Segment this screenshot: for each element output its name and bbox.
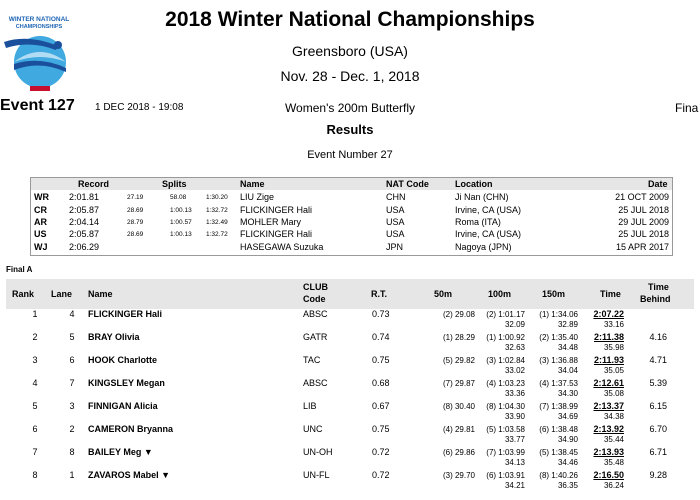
results-header — [6, 279, 694, 309]
record-nat-code: USA — [386, 229, 405, 239]
result-split-100m: (7) 1:03.99 — [486, 448, 525, 457]
event-dates: Nov. 28 - Dec. 1, 2018 — [280, 68, 420, 84]
record-split-1: 27.19 — [127, 194, 144, 201]
result-rank: 8 — [32, 470, 38, 480]
record-date: 25 JUL 2018 — [618, 229, 669, 239]
result-reaction-time: 0.73 — [372, 309, 390, 319]
result-final-time: 2:07.22 — [593, 309, 624, 319]
record-holder-name: FLICKINGER Hali — [240, 205, 313, 215]
event-number: Event 127 — [0, 97, 75, 114]
result-lane: 1 — [69, 470, 75, 480]
result-reaction-time: 0.68 — [372, 378, 390, 388]
result-time-behind: 4.16 — [649, 332, 667, 342]
result-lane: 4 — [69, 309, 75, 319]
records-header-nat-code: NAT Code — [386, 179, 429, 189]
record-holder-name: MOHLER Mary — [240, 217, 302, 227]
record-holder-name: LIU Zige — [240, 192, 275, 202]
result-lane: 2 — [69, 424, 75, 434]
page-title: 2018 Winter National Championships — [165, 8, 535, 31]
result-split-100m: (2) 1:01.17 — [486, 310, 525, 319]
record-type: WJ — [34, 242, 48, 252]
result-lane: 8 — [69, 447, 75, 457]
result-club: UN-FL — [303, 470, 330, 480]
result-split-100m: (6) 1:03.91 — [486, 471, 525, 480]
event-name: Women's 200m Butterfly — [284, 101, 416, 115]
result-club: ABSC — [303, 378, 328, 388]
result-final-time: 2:13.37 — [593, 401, 624, 411]
result-club: ABSC — [303, 309, 328, 319]
record-row — [31, 229, 672, 242]
record-date: 21 OCT 2009 — [615, 192, 669, 202]
record-split-1: 28.79 — [127, 219, 144, 226]
record-split-3: 1:32.72 — [206, 231, 228, 238]
record-split-2: 1:00.13 — [170, 207, 192, 214]
result-rank: 5 — [32, 401, 38, 411]
header-time: Time — [600, 289, 621, 299]
record-location: Nagoya (JPN) — [455, 242, 512, 252]
record-split-1: 28.69 — [127, 207, 144, 214]
result-row — [0, 401, 700, 424]
result-lap-150m: 34.46 — [557, 458, 578, 467]
result-final-time: 2:16.50 — [593, 470, 624, 480]
result-reaction-time: 0.67 — [372, 401, 390, 411]
result-lap-150m: 34.04 — [557, 366, 578, 375]
record-time: 2:05.87 — [69, 205, 100, 215]
result-split-50m: (8) 30.40 — [442, 402, 475, 411]
result-row — [0, 309, 700, 332]
result-row — [0, 332, 700, 355]
result-split-150m: (1) 1:34.06 — [539, 310, 578, 319]
result-final-time: 2:11.93 — [593, 355, 624, 365]
result-lane: 5 — [69, 332, 75, 342]
record-nat-code: CHN — [386, 192, 406, 202]
header-rank: Rank — [12, 289, 35, 299]
result-split-100m: (4) 1:03.23 — [486, 379, 525, 388]
result-split-50m: (1) 28.29 — [442, 333, 475, 342]
record-location: Roma (ITA) — [455, 217, 501, 227]
header-100m: 100m — [488, 289, 512, 299]
result-rank: 1 — [32, 309, 38, 319]
result-reaction-time: 0.72 — [372, 470, 390, 480]
result-reaction-time: 0.72 — [372, 447, 390, 457]
header-lane: Lane — [51, 289, 73, 299]
result-time-behind: 9.28 — [649, 470, 667, 480]
result-lap-200m: 35.98 — [603, 343, 624, 352]
result-reaction-time: 0.75 — [372, 355, 390, 365]
header-time-behind-1: Time — [648, 282, 669, 292]
result-time-behind: 6.71 — [649, 447, 667, 457]
result-split-100m: (5) 1:03.58 — [486, 425, 525, 434]
records-header-name: Name — [240, 179, 265, 189]
record-holder-name: FLICKINGER Hali — [240, 229, 313, 239]
record-type: US — [34, 229, 47, 239]
result-lap-100m: 33.02 — [504, 366, 525, 375]
result-club: UN-OH — [303, 447, 333, 457]
result-row — [0, 378, 700, 401]
final-label: Final A — [6, 265, 33, 274]
record-time: 2:05.87 — [69, 229, 100, 239]
record-nat-code: USA — [386, 205, 405, 215]
result-row — [0, 447, 700, 470]
result-name: FINNIGAN Alicia — [88, 401, 158, 411]
result-name: KINGSLEY Megan — [88, 378, 165, 388]
record-split-3: 1:30.20 — [206, 194, 228, 201]
result-name: ZAVAROS Mabel ▼ — [88, 470, 171, 480]
record-split-3: 1:32.49 — [206, 219, 228, 226]
record-location: Irvine, CA (USA) — [455, 229, 522, 239]
result-lap-200m: 35.08 — [603, 389, 624, 398]
result-lap-100m: 33.36 — [504, 389, 525, 398]
result-split-100m: (1) 1:00.92 — [486, 333, 525, 342]
result-rank: 2 — [32, 332, 38, 342]
result-lap-150m: 34.48 — [557, 343, 578, 352]
record-type: WR — [34, 192, 49, 202]
records-header-record: Record — [78, 179, 110, 189]
result-lap-100m: 34.13 — [504, 458, 525, 467]
record-time: 2:04.14 — [69, 217, 100, 227]
result-split-150m: (4) 1:37.53 — [539, 379, 578, 388]
result-split-150m: (7) 1:38.99 — [539, 402, 578, 411]
header-time-behind-2: Behind — [640, 294, 671, 304]
result-lap-200m: 34.38 — [603, 412, 624, 421]
result-lap-100m: 32.09 — [504, 320, 525, 329]
header-name: Name — [88, 289, 113, 299]
result-lap-200m: 35.05 — [603, 366, 624, 375]
result-lap-200m: 35.48 — [603, 458, 624, 467]
record-date: 29 JUL 2009 — [618, 217, 669, 227]
record-holder-name: HASEGAWA Suzuka — [240, 242, 324, 252]
result-split-100m: (8) 1:04.30 — [486, 402, 525, 411]
header-club: CLUB — [303, 282, 328, 292]
result-split-50m: (4) 29.81 — [442, 425, 475, 434]
result-club: LIB — [303, 401, 317, 411]
records-header-location: Location — [455, 179, 493, 189]
result-row — [0, 424, 700, 447]
result-name: FLICKINGER Hali — [88, 309, 163, 319]
event-number-text: Event Number 27 — [307, 149, 393, 161]
result-final-time: 2:11.38 — [593, 332, 624, 342]
result-final-time: 2:13.93 — [593, 447, 624, 457]
result-name: BRAY Olivia — [88, 332, 140, 342]
result-time-behind: 6.70 — [649, 424, 667, 434]
record-time: 2:06.29 — [69, 242, 100, 252]
result-final-time: 2:12.61 — [593, 378, 624, 388]
result-split-50m: (2) 29.08 — [442, 310, 475, 319]
result-lap-100m: 34.21 — [504, 481, 525, 490]
result-split-50m: (7) 29.87 — [442, 379, 475, 388]
records-table — [30, 177, 673, 256]
result-split-150m: (8) 1:40.26 — [539, 471, 578, 480]
result-final-time: 2:13.92 — [593, 424, 624, 434]
record-split-2: 1:00.57 — [170, 219, 192, 226]
result-lap-100m: 32.63 — [504, 343, 525, 352]
record-type: CR — [34, 205, 47, 215]
result-time-behind: 5.39 — [649, 378, 667, 388]
result-rank: 7 — [32, 447, 38, 457]
result-lap-150m: 36.35 — [557, 481, 578, 490]
results-title: Results — [326, 122, 374, 137]
result-name: HOOK Charlotte — [88, 355, 158, 365]
result-row — [0, 470, 700, 493]
record-split-2: 58.08 — [170, 194, 187, 201]
records-header-splits: Splits — [162, 179, 187, 189]
result-split-50m: (3) 29.70 — [442, 471, 475, 480]
record-row — [31, 242, 672, 255]
result-lap-150m: 34.90 — [557, 435, 578, 444]
result-row — [0, 355, 700, 378]
result-lap-150m: 34.69 — [557, 412, 578, 421]
result-split-50m: (6) 29.86 — [442, 448, 475, 457]
result-rank: 4 — [32, 378, 38, 388]
result-split-150m: (5) 1:38.45 — [539, 448, 578, 457]
record-split-1: 28.69 — [127, 231, 144, 238]
record-split-3: 1:32.72 — [206, 207, 228, 214]
record-nat-code: USA — [386, 217, 405, 227]
result-lap-100m: 33.90 — [504, 412, 525, 421]
header-rt: R.T. — [371, 289, 388, 299]
venue-location: Greensboro (USA) — [292, 43, 408, 59]
result-name: BAILEY Meg ▼ — [88, 447, 153, 457]
svg-text:CHAMPIONSHIPS: CHAMPIONSHIPS — [15, 24, 63, 30]
event-round: Fina — [675, 101, 699, 115]
result-club: GATR — [303, 332, 328, 342]
record-type: AR — [34, 217, 47, 227]
record-nat-code: JPN — [386, 242, 404, 252]
result-reaction-time: 0.74 — [372, 332, 390, 342]
result-rank: 6 — [32, 424, 38, 434]
record-date: 15 APR 2017 — [615, 242, 669, 252]
result-lap-200m: 36.24 — [603, 481, 624, 490]
result-reaction-time: 0.75 — [372, 424, 390, 434]
result-rank: 3 — [32, 355, 38, 365]
result-lap-150m: 32.89 — [557, 320, 578, 329]
result-name: CAMERON Bryanna — [88, 424, 174, 434]
header-50m: 50m — [434, 289, 453, 299]
record-location: Irvine, CA (USA) — [455, 205, 522, 215]
result-time-behind: 6.15 — [649, 401, 667, 411]
result-lane: 7 — [69, 378, 75, 388]
records-header-date: Date — [648, 179, 668, 189]
result-split-100m: (3) 1:02.84 — [486, 356, 525, 365]
result-split-150m: (3) 1:36.88 — [539, 356, 578, 365]
result-lap-200m: 33.16 — [603, 320, 624, 329]
result-split-150m: (6) 1:38.48 — [539, 425, 578, 434]
result-lane: 3 — [69, 401, 75, 411]
header-club-code: Code — [303, 294, 326, 304]
records-header — [31, 178, 672, 190]
result-split-50m: (5) 29.82 — [442, 356, 475, 365]
svg-text:WINTER NATIONAL: WINTER NATIONAL — [8, 16, 70, 23]
result-lap-100m: 33.77 — [504, 435, 525, 444]
result-club: TAC — [303, 355, 321, 365]
result-lane: 6 — [69, 355, 75, 365]
result-club: UNC — [303, 424, 323, 434]
event-date-time: 1 DEC 2018 - 19:08 — [95, 102, 184, 113]
header-150m: 150m — [542, 289, 566, 299]
result-time-behind: 4.71 — [649, 355, 667, 365]
record-time: 2:01.81 — [69, 192, 100, 202]
record-location: Ji Nan (CHN) — [455, 192, 509, 202]
result-lap-200m: 35.44 — [603, 435, 624, 444]
record-split-2: 1:00.13 — [170, 231, 192, 238]
result-split-150m: (2) 1:35.40 — [539, 333, 578, 342]
result-lap-150m: 34.30 — [557, 389, 578, 398]
record-row — [31, 192, 672, 205]
record-date: 25 JUL 2018 — [618, 205, 669, 215]
